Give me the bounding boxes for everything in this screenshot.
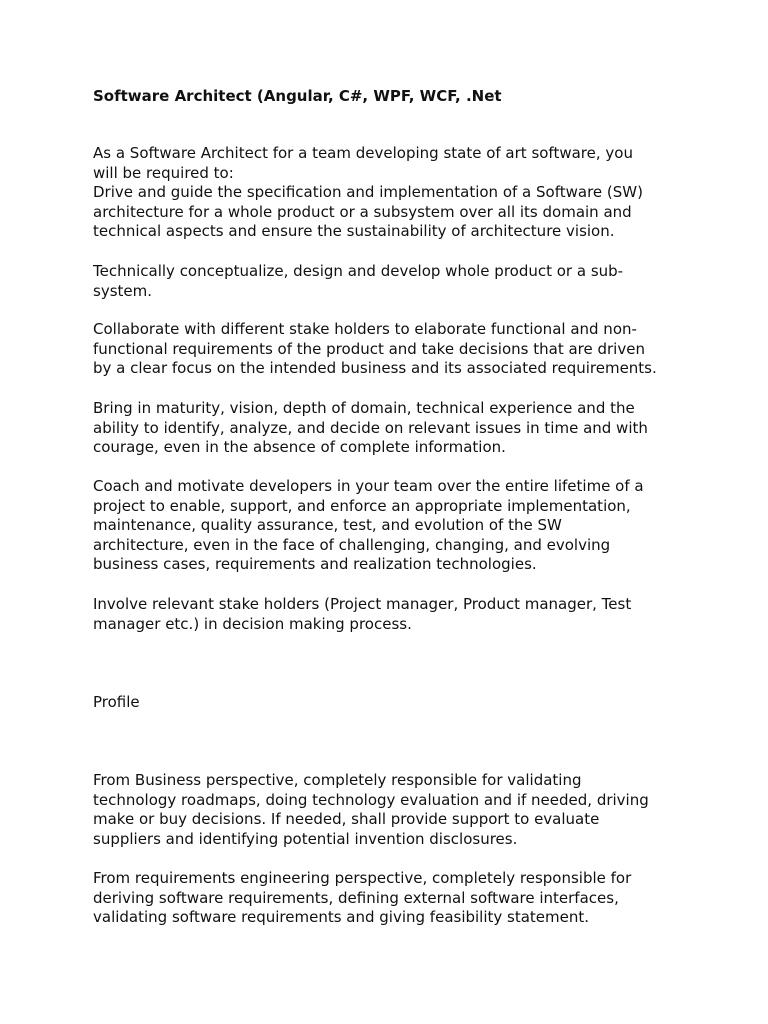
page-title: Software Architect (Angular, C#, WPF, WCF, .Net xyxy=(93,87,502,105)
paragraph-requirements: From requirements engineering perspective, completely responsible for deriving software requirements, defining external software interfaces, validating software requirements and giving feasibility statement. xyxy=(93,869,632,927)
paragraph-coach: Coach and motivate developers in your team over the entire lifetime of a project to enable, support, and enforce an appropriate implementation, maintenance, quality assurance, test, and evolution of the SW architecture, even in the face of challenging, changing, and evolving business cases, requirements and realization technologies. xyxy=(93,477,644,574)
paragraph-intro: As a Software Architect for a team developing state of art software, you will be required to: Drive and guide the specification and implementation of a Software (SW) architecture for a whole product or a subsystem over all its domain and technical aspects and ensure the sustainability of architecture vision. xyxy=(93,144,643,241)
paragraph-conceptualize: Technically conceptualize, design and develop whole product or a sub- system. xyxy=(93,262,624,300)
profile-heading: Profile xyxy=(93,693,140,711)
paragraph-involve: Involve relevant stake holders (Project manager, Product manager, Test manager etc.) in decision making process. xyxy=(93,595,632,633)
paragraph-collaborate: Collaborate with different stake holders to elaborate functional and non- functional requirements of the product and take decisions that are driven by a clear focus on the intended business and its associated requirements. xyxy=(93,320,657,378)
paragraph-business: From Business perspective, completely responsible for validating technology roadmaps, doing technology evaluation and if needed, driving make or buy decisions. If needed, shall provide support to evaluate suppliers and identifying potential invention disclosures. xyxy=(93,771,649,848)
paragraph-maturity: Bring in maturity, vision, depth of domain, technical experience and the ability to identify, analyze, and decide on relevant issues in time and with courage, even in the absence of complete information. xyxy=(93,399,648,457)
